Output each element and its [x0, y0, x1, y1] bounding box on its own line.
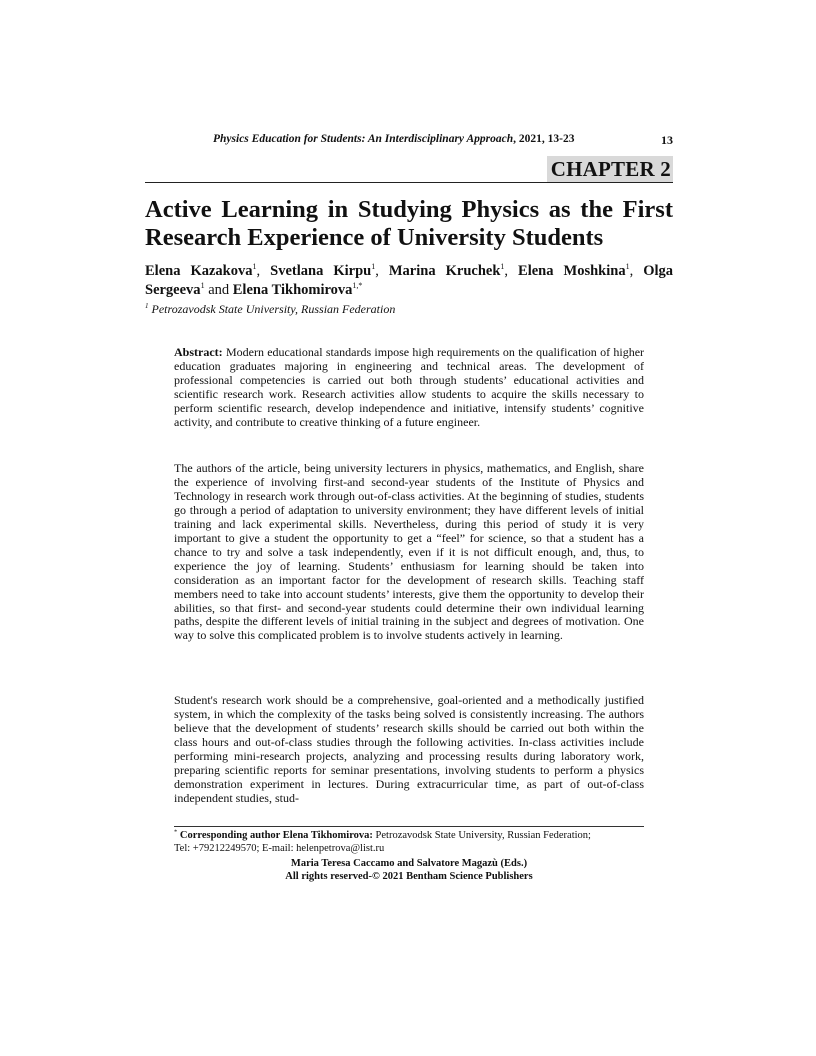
author-name: Elena Moshkina — [518, 263, 626, 279]
author-separator: , — [629, 263, 644, 279]
author-separator: and — [204, 282, 233, 298]
abstract-label: Abstract: — [174, 345, 223, 359]
affiliation-text: Petrozavodsk State University, Russian Federation — [151, 302, 396, 316]
author-affil-marker: 1 — [252, 262, 257, 272]
author-affil-marker: 1 — [500, 262, 505, 272]
abstract-paragraph-1 — [174, 346, 644, 430]
affiliation — [145, 302, 673, 317]
abstract-paragraph-2 — [174, 462, 644, 643]
author-name: Svetlana Kirpu — [270, 263, 372, 279]
author-name: Olga Sergeeva — [145, 263, 674, 298]
rights-line: All rights reserved-© 2021 Bentham Science Publishers — [285, 871, 533, 882]
journal-title: Physics Education for Students: An Interdisciplinary Approach — [213, 133, 514, 145]
article-title: Active Learning in Studying Physics as the First Research Experience of University Students — [145, 196, 673, 251]
abstract-text: Modern educational standards impose high requirements on the qualification of higher education graduates majoring in engineering and technical areas. The development of professional competencies is carried out both through students’ educational activities and scientific research work. Research activities allow students to acquire the skills necessary to perform scientific research, develop independence and initiative, intensify students’ cognitive activity, and contribute to creative thinking of a future engineer. — [174, 345, 645, 429]
affiliation-marker: 1 — [145, 302, 149, 310]
footnote-label: Corresponding author Elena Tikhomirova: — [179, 830, 373, 841]
abstract-text: Student's research work should be a comprehensive, goal-oriented and a methodically justified system, in which the complexity of the tasks being solved is consistently increasing. The authors believe that the development of students’ research skills should be carried out both within the class hours and out-of-class studies through the following activities. In-class activities include performing mini-research projects, analyzing and processing results during laboratory work, preparing scientific reports for seminar presentations, involving students to perform a physics demonstration experiment in lectures. During extracurricular time, as part of out-of-class independent studies, stud- — [174, 693, 644, 805]
author-separator: , — [375, 263, 389, 279]
author-name: Elena Tikhomirova — [232, 282, 353, 298]
author-affil-marker: 1 — [371, 262, 376, 272]
abstract-text: The authors of the article, being university lecturers in physics, mathematics, and English, share the experience of involving first-and second-year students of the Institute of Physics and Technology in research work through out-of-class activities. At the beginning of studies, students go through a period of adaptation to university environment; they have different levels of initial training and lack experimental skills. Nevertheless, during this period of study it is very important to give a student the opportunity to get a “feel” for science, so that a student has a chance to try and solve a task independently, even if it is not difficult enough, and, thus, to experience the joy of learning. Students’ enthusiasm for learning should be taken into consideration as an important factor for the development of research skills. Teaching staff members need to take into account students’ interests, give them the opportunity to develop their abilities, so that first- and second-year students could determine their own individual learning paths, despite the different levels of initial training in the subject and degrees of motivation. One way to solve this complicated problem is to involve students actively in learning. — [174, 461, 644, 643]
author-name: Elena Kazakova — [145, 263, 253, 279]
footnote — [174, 829, 644, 855]
chapter-label: CHAPTER 2 — [547, 156, 673, 182]
author-list — [145, 262, 673, 300]
author-affil-marker: 1 — [200, 281, 205, 291]
author-separator: , — [256, 263, 271, 279]
footnote-marker: * — [174, 828, 178, 836]
journal-year-pages: , 2021, 13-23 — [513, 133, 575, 145]
publisher-info — [174, 857, 644, 883]
author-separator: , — [504, 263, 519, 279]
page-number: 13 — [661, 133, 673, 147]
footnote-divider — [174, 826, 644, 827]
footnote-address: Petrozavodsk State University, Russian Federation; — [372, 830, 591, 841]
footnote-contact: Tel: +79212249570; E-mail: helenpetrova@list.ru — [174, 843, 385, 854]
running-head — [213, 133, 673, 145]
editors-line: Maria Teresa Caccamo and Salvatore Magazù (Eds.) — [290, 858, 528, 869]
abstract-paragraph-3 — [174, 694, 644, 806]
chapter-divider — [145, 182, 673, 183]
author-affil-marker: 1,* — [352, 281, 363, 291]
author-affil-marker: 1 — [625, 262, 630, 272]
author-name: Marina Kruchek — [388, 263, 501, 279]
